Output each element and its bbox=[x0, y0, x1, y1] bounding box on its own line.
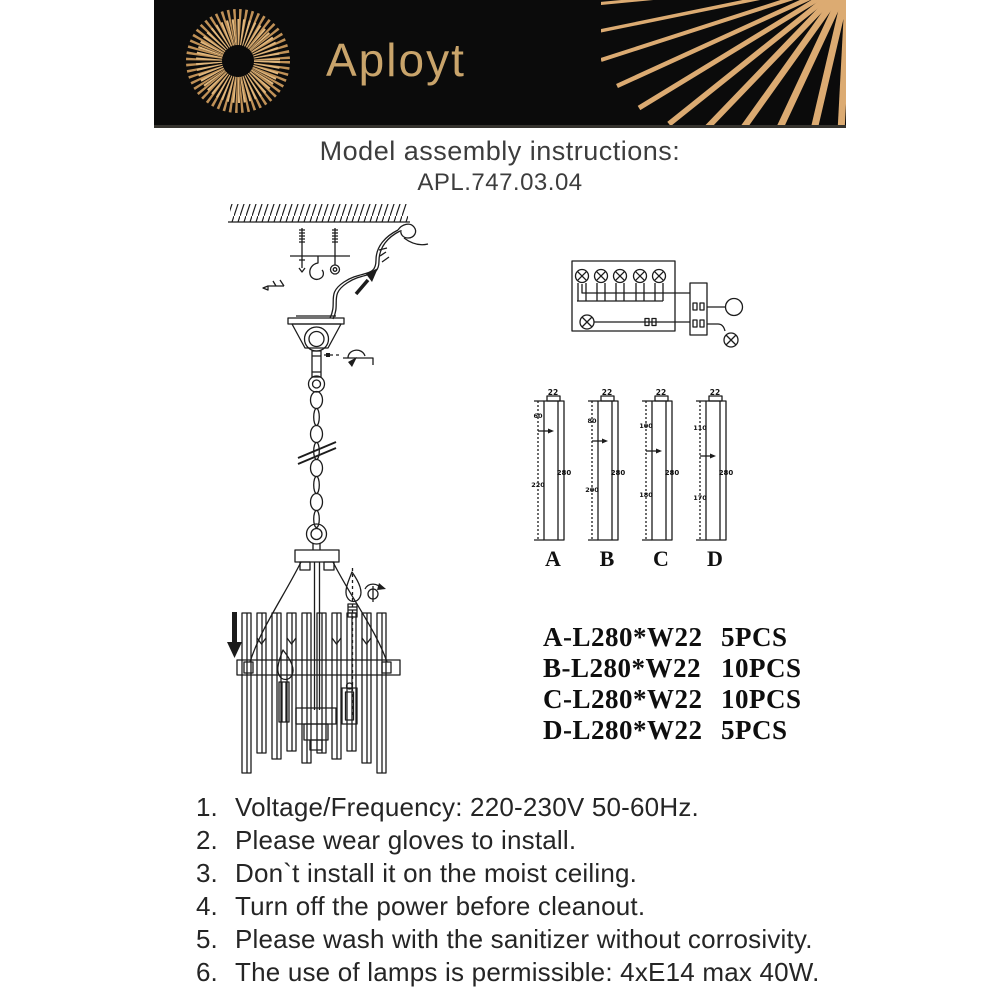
instruction-number: 5. bbox=[196, 924, 218, 954]
part-qty: 5PCS bbox=[721, 622, 788, 652]
instruction-text: The use of lamps is permissible: 4xE14 max 40W. bbox=[235, 957, 820, 987]
part-row-a bbox=[543, 622, 802, 653]
chandelier-assembly-drawing bbox=[180, 198, 460, 798]
strip-d-upper-dim: 110 bbox=[693, 424, 707, 432]
instruction-number: 1. bbox=[196, 792, 218, 822]
page-title: Model assembly instructions: bbox=[319, 136, 681, 166]
brand-header bbox=[154, 0, 846, 128]
instruction-list bbox=[196, 791, 820, 989]
strip-d-width-label: 22 bbox=[709, 388, 721, 397]
strip-b-lower-dim: 200 bbox=[585, 486, 599, 494]
strip-c-length-dim: 280 bbox=[664, 469, 680, 477]
switch-symbol bbox=[726, 299, 743, 316]
strip-d-letter: D bbox=[707, 546, 723, 571]
inner-candle-bulb bbox=[278, 650, 293, 722]
wall-plug-icon bbox=[263, 280, 284, 290]
strip-b-upper-dim: 80 bbox=[587, 417, 597, 425]
instruction-number: 4. bbox=[196, 891, 218, 921]
strip-figure-d bbox=[690, 388, 740, 570]
ceiling-hatch bbox=[228, 204, 410, 222]
power-wire bbox=[330, 224, 428, 319]
part-row-b bbox=[543, 653, 802, 684]
instruction-number: 6. bbox=[196, 957, 218, 987]
instruction-item bbox=[196, 956, 820, 989]
instruction-text: Turn off the power before cleanout. bbox=[235, 891, 646, 921]
strip-d-lower-dim: 170 bbox=[693, 494, 707, 502]
part-row-c bbox=[543, 684, 802, 715]
slide-down-arrow bbox=[227, 612, 242, 658]
instruction-number: 3. bbox=[196, 858, 218, 888]
parts-list bbox=[543, 622, 802, 746]
strip-a-letter: A bbox=[545, 546, 561, 571]
lamp-symbols-row bbox=[576, 270, 691, 302]
rotate-bulb-symbol bbox=[365, 583, 386, 602]
part-code: C-L280*W22 bbox=[543, 684, 703, 714]
strip-figure-c bbox=[636, 388, 686, 570]
strip-a-upper-dim: 60 bbox=[533, 412, 543, 420]
corner-rays-decoration bbox=[601, 0, 846, 125]
ceiling-canopy bbox=[288, 316, 344, 392]
strip-a-width-label: 22 bbox=[547, 388, 559, 397]
instruction-item bbox=[196, 824, 820, 857]
strip-a-length-dim: 280 bbox=[556, 469, 572, 477]
clamp-detail-icon bbox=[324, 350, 373, 367]
strip-b-length-dim: 280 bbox=[610, 469, 626, 477]
bulb-socket bbox=[342, 683, 357, 724]
wiring-diagram bbox=[550, 243, 765, 361]
strip-b-width-label: 22 bbox=[601, 388, 613, 397]
output-connections bbox=[707, 299, 743, 348]
instruction-item bbox=[196, 890, 820, 923]
instruction-number: 2. bbox=[196, 825, 218, 855]
strip-d-length-dim: 280 bbox=[718, 469, 734, 477]
part-code: D-L280*W22 bbox=[543, 715, 703, 745]
instruction-item bbox=[196, 791, 820, 824]
brand-name: Aployt bbox=[326, 34, 466, 86]
part-row-d bbox=[543, 715, 802, 746]
strip-c-width-label: 22 bbox=[655, 388, 667, 397]
strip-figure-b bbox=[582, 388, 632, 570]
strip-c-letter: C bbox=[653, 546, 669, 571]
instruction-text: Don`t install it on the moist ceiling. bbox=[235, 858, 638, 888]
instruction-text: Please wear gloves to install. bbox=[235, 825, 577, 855]
model-number: APL.747.03.04 bbox=[417, 169, 583, 196]
lamp-symbol-bottom bbox=[580, 315, 690, 329]
instruction-item bbox=[196, 923, 820, 956]
part-qty: 10PCS bbox=[721, 684, 802, 714]
strip-a-lower-dim: 220 bbox=[531, 481, 545, 489]
strip-b-letter: B bbox=[599, 546, 615, 571]
part-qty: 5PCS bbox=[721, 715, 788, 745]
chain-break-marks bbox=[298, 442, 336, 464]
terminal-block bbox=[690, 283, 707, 335]
instruction-text: Please wash with the sanitizer without corrosivity. bbox=[235, 924, 813, 954]
part-code: B-L280*W22 bbox=[543, 653, 702, 683]
instruction-item bbox=[196, 857, 820, 890]
instruction-text: Voltage/Frequency: 220-230V 50-60Hz. bbox=[235, 792, 699, 822]
strip-c-lower-dim: 180 bbox=[639, 491, 653, 499]
part-qty: 10PCS bbox=[721, 653, 802, 683]
hanging-chain bbox=[298, 392, 336, 551]
crystal-strip-figures bbox=[528, 388, 740, 570]
part-code: A-L280*W22 bbox=[543, 622, 703, 652]
sunburst-logo-icon bbox=[180, 2, 296, 120]
strip-figure-a bbox=[528, 388, 578, 570]
mounting-screws-and-hook bbox=[263, 228, 350, 290]
strip-c-upper-dim: 100 bbox=[639, 422, 653, 430]
